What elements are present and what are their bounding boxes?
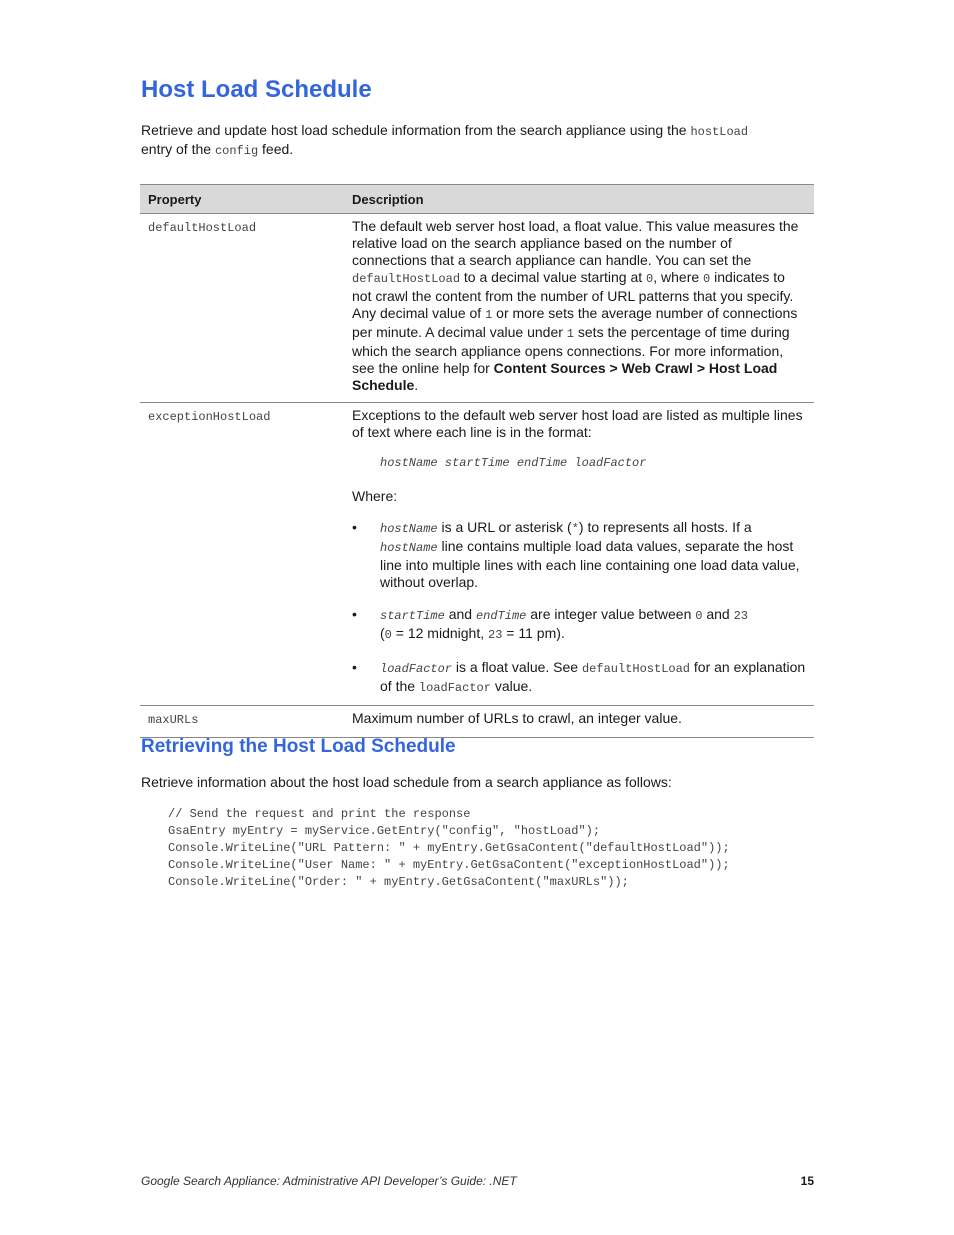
format-line: hostName startTime endTime loadFactor <box>380 456 647 470</box>
text: value. <box>490 678 533 694</box>
text: indicates to not crawl the content from the number of URL patterns that you specify. Any decimal value of <box>352 269 794 321</box>
property-description: Maximum number of URLs to crawl, an integer value. <box>344 706 814 738</box>
table-row <box>140 214 814 403</box>
text: and <box>444 606 476 622</box>
section-paragraph: Retrieve information about the host load schedule from a search appliance as follows: <box>141 774 672 790</box>
code-hostload: hostLoad <box>690 125 749 139</box>
page-title: Host Load Schedule <box>141 76 372 103</box>
text: ( <box>380 625 385 641</box>
code-block <box>168 806 730 891</box>
page-number: 15 <box>800 1174 814 1188</box>
bullet-list <box>352 519 806 697</box>
text: . <box>414 377 419 393</box>
code-line: Console.WriteLine("URL Pattern: " + myEntry.GetGsaContent("defaultHostLoad")); <box>168 841 730 855</box>
text: = 11 pm). <box>502 625 565 641</box>
code: 0 <box>384 628 392 642</box>
code-line: Console.WriteLine("User Name: " + myEntry.GetGsaContent("exceptionHostLoad")); <box>168 858 730 872</box>
code: loadFactor <box>418 681 491 695</box>
table-row <box>140 403 814 706</box>
code: defaultHostLoad <box>352 272 461 286</box>
text: or more sets the average number of connections per minute. A decimal value under <box>352 305 798 340</box>
text: is a float value. See <box>452 659 582 675</box>
code: hostName <box>380 522 438 536</box>
code: 0 <box>703 272 711 286</box>
code: 0 <box>646 272 654 286</box>
text: line contains multiple load data values, separate the host line into multiple lines with each line containing one load data value, without overlap. <box>380 538 800 590</box>
text: ) to represents all hosts. If a <box>578 519 752 535</box>
property-name: defaultHostLoad <box>148 221 257 235</box>
code: startTime <box>380 609 445 623</box>
property-description <box>344 214 814 403</box>
list-item <box>352 519 806 591</box>
text: , where <box>653 269 704 285</box>
text: is a URL or asterisk ( <box>437 519 572 535</box>
section-heading: Retrieving the Host Load Schedule <box>141 736 456 757</box>
table-row <box>140 706 814 738</box>
code: 1 <box>485 308 493 322</box>
text: sets the percentage of time during which the search appliance opens connections. For more information, see the online help for <box>352 324 790 376</box>
code-config: config <box>214 144 259 158</box>
code-line: Console.WriteLine("Order: " + myEntry.GetGsaContent("maxURLs")); <box>168 875 629 889</box>
code-line: GsaEntry myEntry = myService.GetEntry("config", "hostLoad"); <box>168 824 601 838</box>
text: for an explanation of the <box>380 659 806 694</box>
bullet-icon: • <box>352 519 357 535</box>
code: 23 <box>488 628 503 642</box>
text: feed. <box>258 141 294 157</box>
header-description: Description <box>344 185 814 214</box>
code: endTime <box>475 609 527 623</box>
property-table <box>140 184 814 738</box>
footer-title: Google Search Appliance: Administrative API Developer’s Guide: .NET <box>141 1174 517 1188</box>
text: and <box>702 606 734 622</box>
text: Where: <box>352 488 398 504</box>
text: entry of the <box>141 141 215 157</box>
code: 23 <box>733 609 749 623</box>
property-name: maxURLs <box>148 713 199 727</box>
code: loadFactor <box>380 662 453 676</box>
text: are integer value between <box>526 606 696 622</box>
code: defaultHostLoad <box>581 662 691 676</box>
code-line: // Send the request and print the response <box>168 807 471 821</box>
text: Retrieve and update host load schedule information from the search appliance using the <box>141 122 691 138</box>
bullet-icon: • <box>352 659 357 675</box>
code: hostName <box>380 541 438 555</box>
code: 1 <box>566 327 574 341</box>
property-name: exceptionHostLoad <box>148 410 271 424</box>
bullet-icon: • <box>352 606 357 622</box>
header-property: Property <box>140 185 344 214</box>
text: to a decimal value starting at <box>460 269 647 285</box>
code: * <box>571 522 579 536</box>
table-header-row <box>140 185 814 214</box>
text: The default web server host load, a float value. This value measures the relative load on the search appliance based on the number of connections that a search appliance can handle. You can set the <box>352 218 799 268</box>
code: 0 <box>695 609 703 623</box>
intro-paragraph <box>141 122 821 160</box>
text: Exceptions to the default web server host load are listed as multiple lines of text where each line is in the format: <box>352 407 803 440</box>
list-item <box>352 606 806 644</box>
list-item <box>352 659 806 697</box>
menu-path: Content Sources > Web Crawl > Host Load Schedule <box>352 360 778 393</box>
text: = 12 midnight, <box>391 625 488 641</box>
property-description <box>344 403 814 706</box>
